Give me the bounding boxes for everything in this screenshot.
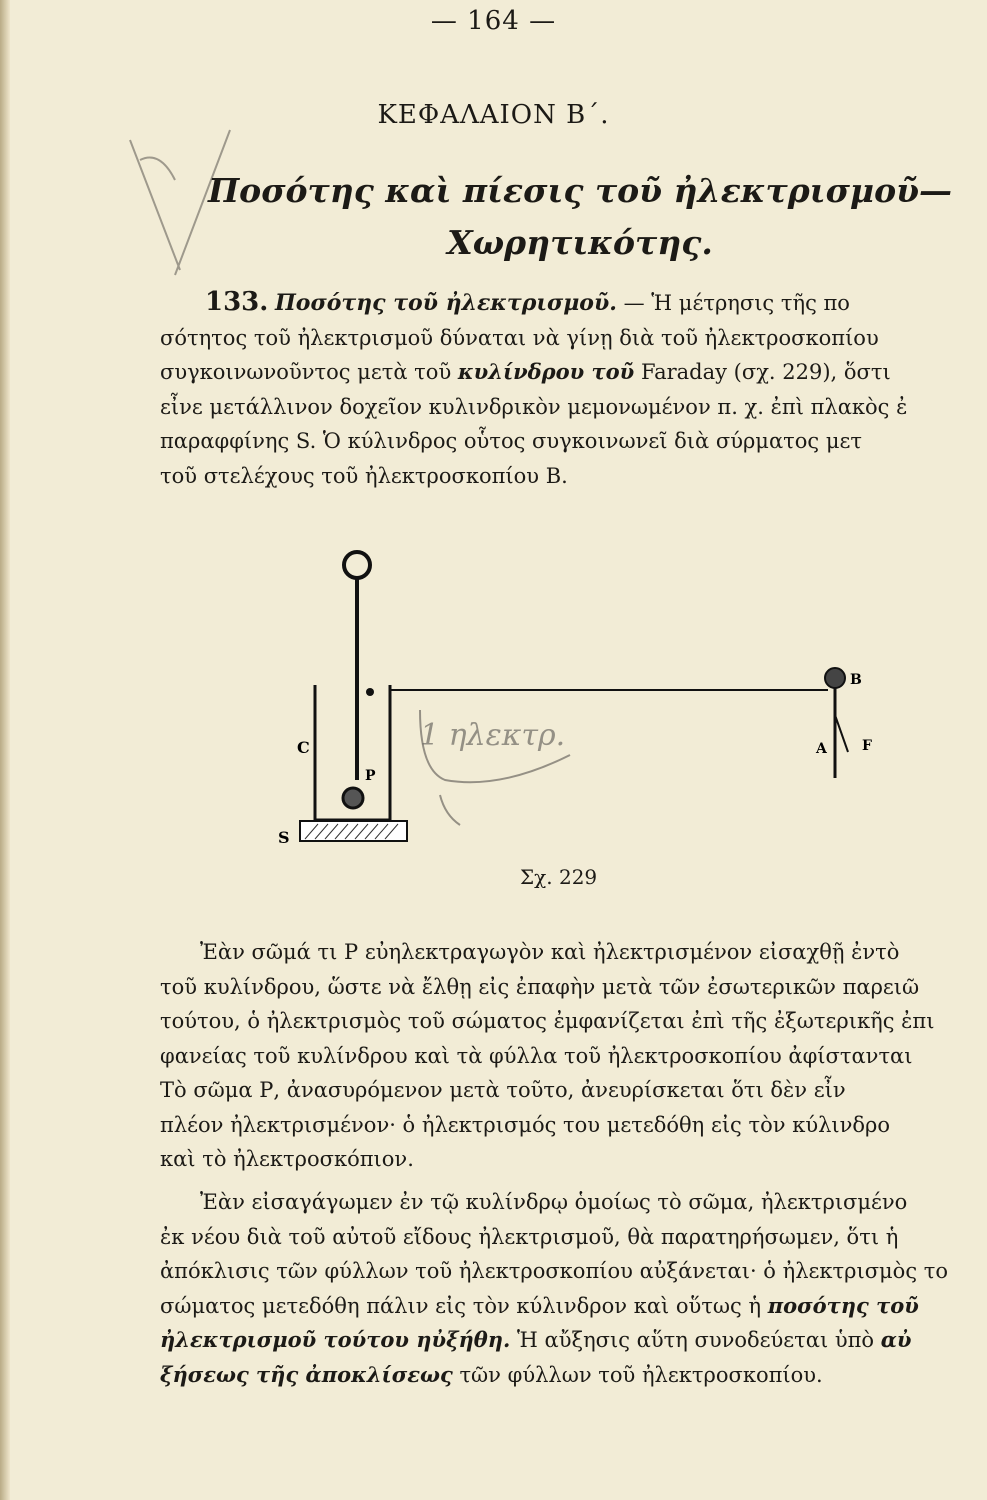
paragraph-line: τούτου, ὁ ἠλεκτρισμὸς τοῦ σώματος ἐμφανίζεται ἐπὶ τῆς ἐξωτερικῆς ἐπι (160, 1009, 935, 1033)
paragraph-line: εἶνε μετάλλινον δοχεῖον κυλινδρικὸν μεμονωμένον π. χ. ἐπὶ πλακὸς ἐ (160, 394, 908, 419)
label-B: B (850, 672, 862, 688)
paragraph-line: Ἐὰν σῶμά τι Ρ εὐηλεκτραγωγὸν καὶ ἠλεκτρισμένον εἰσαχθῇ ἐντὸ (200, 940, 900, 964)
page-edge (0, 0, 10, 1500)
text: σώματος μετεδόθη πάλιν εἰς τὸν κύλινδρον καὶ οὕτως ἡ (160, 1293, 762, 1318)
emphasis: ποσότης τοῦ (767, 1292, 919, 1318)
section-heading: Ποσότης τοῦ ἠλεκτρισμοῦ. (275, 290, 617, 316)
electroscope-knob (825, 668, 845, 688)
label-C: C (297, 738, 310, 757)
figure-229 (270, 540, 890, 860)
emphasis: ξήσεως τῆς ἀποκλίσεως (160, 1361, 453, 1387)
title-line-2: Χωρητικότης. (447, 223, 713, 262)
paragraph-line: καὶ τὸ ἠλεκτροσκόπιον. (160, 1147, 414, 1171)
paragraph-line: σότητος τοῦ ἠλεκτρισμοῦ δύναται νὰ γίνῃ διὰ τοῦ ἠλεκτροσκοπίου (160, 325, 879, 350)
paragraph-line (160, 1289, 987, 1324)
emphasis: ἠλεκτρισμοῦ τούτου ηὐξήθη. (160, 1327, 511, 1352)
text: Ἡ αὔξησις αὕτη συνοδεύεται ὑπὸ (517, 1328, 875, 1352)
page-number: — 164 — (430, 6, 557, 36)
ball-P (343, 788, 363, 808)
section-133 (160, 285, 987, 493)
paragraph-2 (160, 935, 987, 1177)
title-line-1: Ποσότης καὶ πίεσις τοῦ ἠλεκτρισμοῦ— (208, 171, 952, 210)
text: συγκοινωνοῦντος μετὰ τοῦ (160, 360, 452, 384)
page-title (180, 165, 980, 269)
paragraph-line (160, 285, 987, 321)
label-A: A (816, 741, 827, 757)
label-F: F (862, 738, 872, 754)
paragraph-line (160, 355, 987, 390)
paragraph-line: ἀπόκλισις τῶν φύλλων τοῦ ἠλεκτροσκοπίου αὐξάνεται· ὁ ἠλεκτρισμὸς το (160, 1259, 949, 1283)
paragraph-line: φανείας τοῦ κυλίνδρου καὶ τὰ φύλλα τοῦ ἠλεκτροσκοπίου ἀφίστανται (160, 1043, 913, 1068)
label-P: P (365, 768, 376, 784)
leaf (835, 715, 848, 752)
text: Faraday (σχ. 229), ὅστι (640, 360, 891, 384)
dot (366, 688, 374, 696)
paragraph-line (160, 1323, 987, 1358)
label-S: S (278, 828, 290, 847)
handwriting-note: 1 ηλεκτρ. (420, 718, 566, 753)
section-number: 133. (205, 287, 269, 317)
text: τῶν φύλλων τοῦ ἠλεκτροσκοπίου. (459, 1362, 823, 1387)
paragraph-3 (160, 1185, 987, 1392)
paragraph-line: Τὸ σῶμα Ρ, ἀνασυρόμενον μετὰ τοῦτο, ἀνευρίσκεται ὅτι δὲν εἶν (160, 1078, 846, 1102)
paragraph-line: παραφφίνης S. Ὁ κύλινδρος οὗτος συγκοινωνεῖ διὰ σύρματος μετ (160, 429, 862, 453)
chapter-heading: ΚΕΦΑΛΑΙΟΝ Β΄. (377, 100, 610, 130)
paragraph-line (160, 1358, 987, 1393)
paragraph-line: πλέον ἠλεκτρισμένον· ὁ ἠλεκτρισμός του μετεδόθη εἰς τὸν κύλινδρο (160, 1112, 891, 1137)
paragraph-line: τοῦ κυλίνδρου, ὥστε νὰ ἔλθῃ εἰς ἐπαφὴν μετὰ τῶν ἐσωτερικῶν παρειῶ (160, 974, 920, 999)
figure-caption: Σχ. 229 (520, 865, 598, 889)
paragraph-line: Ἐὰν εἰσαγάγωμεν ἐν τῷ κυλίνδρῳ ὁμοίως τὸ σῶμα, ἠλεκτρισμένο (200, 1190, 908, 1214)
emphasis: κυλίνδρου τοῦ (457, 359, 635, 384)
paragraph-line: τοῦ στελέχους τοῦ ἠλεκτροσκοπίου Β. (160, 463, 568, 488)
text: — Ἡ μέτρησις τῆς πο (623, 291, 850, 315)
paragraph-line: ἐκ νέου διὰ τοῦ αὐτοῦ εἴδους ἠλεκτρισμοῦ, θὰ παρατηρήσωμεν, ὅτι ἡ (160, 1224, 899, 1249)
sphere-top (344, 552, 370, 578)
emphasis: αὐ (880, 1327, 912, 1352)
